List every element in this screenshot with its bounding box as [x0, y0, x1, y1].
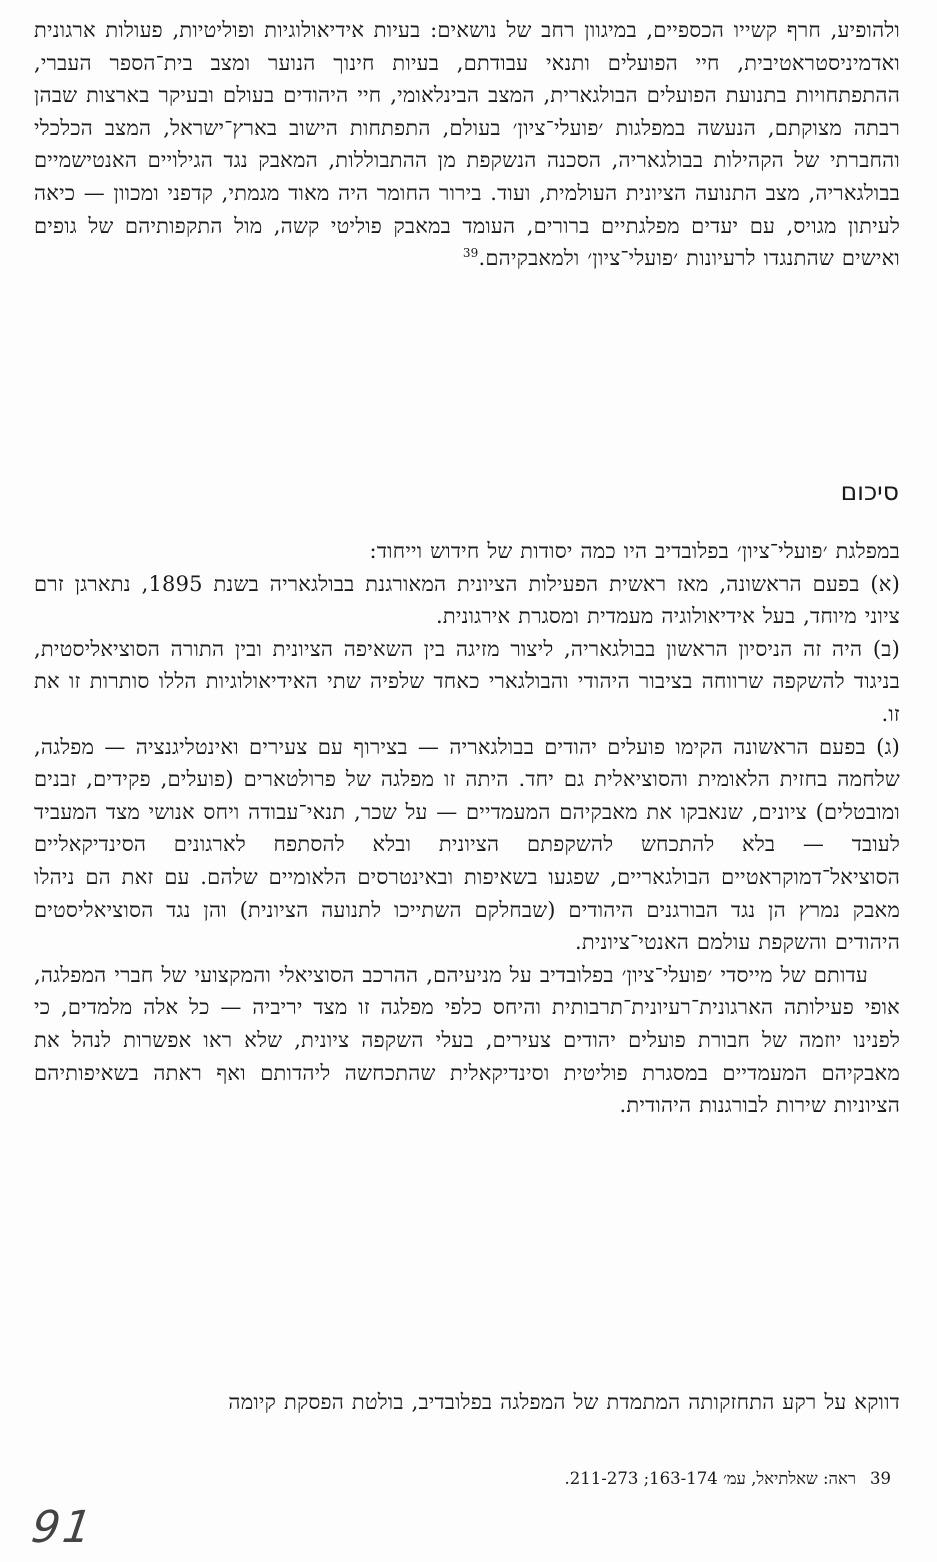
summary-intro: במפלגת ׳פועלי־ציון׳ בפלובדיב היו כמה יסודות של חידוש וייחוד: — [369, 539, 900, 563]
summary-section — [34, 535, 900, 1122]
handwritten-page-number: 91 — [28, 1502, 98, 1553]
body-paragraph-continued — [34, 14, 900, 275]
section-heading: סיכום — [840, 477, 899, 506]
summary-item-c: (ג) בפעם הראשונה הקימו פועלים יהודים בבולגאריה — בצירוף עם צעירים ואינטליגנציה — מפלגה, שלחמה בחזית הלאומית והסוציאלית גם יחד. היתה זו מפלגה של פרולטארים (פועלים, פקידים, זבנים ומובטלים) ציונים, שנאבקו את מאבקיהם המעמדיים — על שכר, תנאי־עבודה ויחס אנושי מצד המעביד לעובד — בלא להתכחש להשקפתם הציונית ובלא להסתפח לארגונים הסינדיקאליים הסוציאל־דמוקראטיים הבולגאריים, שפגעו בשאיפות ובאינטרסים הלאומיים שלהם. עם זאת הם ניהלו מאבק נמרץ הן נגד הבורגנים היהודים (שבחלקם השתייכו לתנועה הציונית) והן נגד הסוציאליסטים היהודים והשקפת עולמם האנטי־ציונית. — [34, 734, 900, 955]
footnote — [565, 1466, 891, 1492]
summary-testimony-paragraph: עדותם של מייסדי ׳פועלי־ציון׳ בפלובדיב על מניעיהם, ההרכב הסוציאלי והמקצועי של חברי המפלגה, אופי פעילותה הארגונית־רעיונית־תרבותית והיחס כלפי מפלגה זו מצד יריביה — כל אלה מלמדים, כי לפנינו יוזמה של חבורת פועלים יהודים צעירים, בעלי השקפה ציונית, שלא ראו אפשרות לנהל את מאבקיהם המעמדיים במסגרת פוליטית וסינדיקאלית שהתכחשה ליהדותם ואף ראתה בשאיפותיהם הציוניות שירות לבורגנות היהודית. — [34, 962, 900, 1118]
footnote-text: ראה: שאלתיאל, עמ׳ 163-174; 211-273. — [564, 1469, 856, 1488]
summary-item-a: (א) בפעם הראשונה, מאז ראשית הפעילות הציונית המאורגנת בבולגאריה בשנת 1895, נתארגן זרם ציוני מיוחד, בעל אידיאולוגיה מעמדית ומסגרת אירגונית. — [34, 571, 900, 629]
summary-item-b: (ב) היה זה הניסיון הראשון בבולגאריה, ליצור מזיגה בין השאיפה הציונית ובין התורה הסוציאליסטית, בניגוד להשקפה שרווחה בציבור היהודי והבולגארי כאחד שלפיה שתי האידיאולוגיות הללו סותרות זו את זו. — [34, 636, 900, 726]
footnote-number: 39 — [870, 1469, 891, 1488]
paragraph-text: ולהופיע, חרף קשייו הכספיים, במיגוון רחב של נושאים: בעיות אידיאולוגיות ופוליטיות, פעולות ארגונית ואדמיניסטראטיבית, חיי הפועלים ותנאי עבודתם, בעיות חינוך הנוער ומצב בית־הספר העברי, ההתפתחויות בתנועת הפועלים הבולגארית, המצב הבינלאומי, חיי היהודים בעולם ובעיקר בארצות שבהן רבתה מצוקתם, הנעשה במפלגות ׳פועלי־ציון׳ בעולם, התפתחות הישוב בארץ־ישראל, המצב הכלכלי והחברתי של הקהילות בבולגאריה, הסכנה הנשקפת מן ההתבוללות, המאבק נגד הגילויים האנטישמיים בבולגאריה, מצב התנועה הציונית העולמית, ועוד. בירור החומר היה מאוד מגמתי, קדפני ומכוון — כיאה לעיתון מגויס, עם יעדים מפלגתיים ברורים, העומד במאבק פוליטי קשה, מול התקפותיהם של גופים ואישים שהתנגדו לרעיונות ׳פועלי־ציון׳ ולמאבקיהם. — [34, 18, 900, 271]
closing-paragraph: דווקא על רקע התחזקותה המתמדת של המפלגה בפלובדיב, בולטת הפסקת קיומה — [228, 1390, 900, 1414]
footnote-reference-mark: 39 — [462, 246, 479, 261]
